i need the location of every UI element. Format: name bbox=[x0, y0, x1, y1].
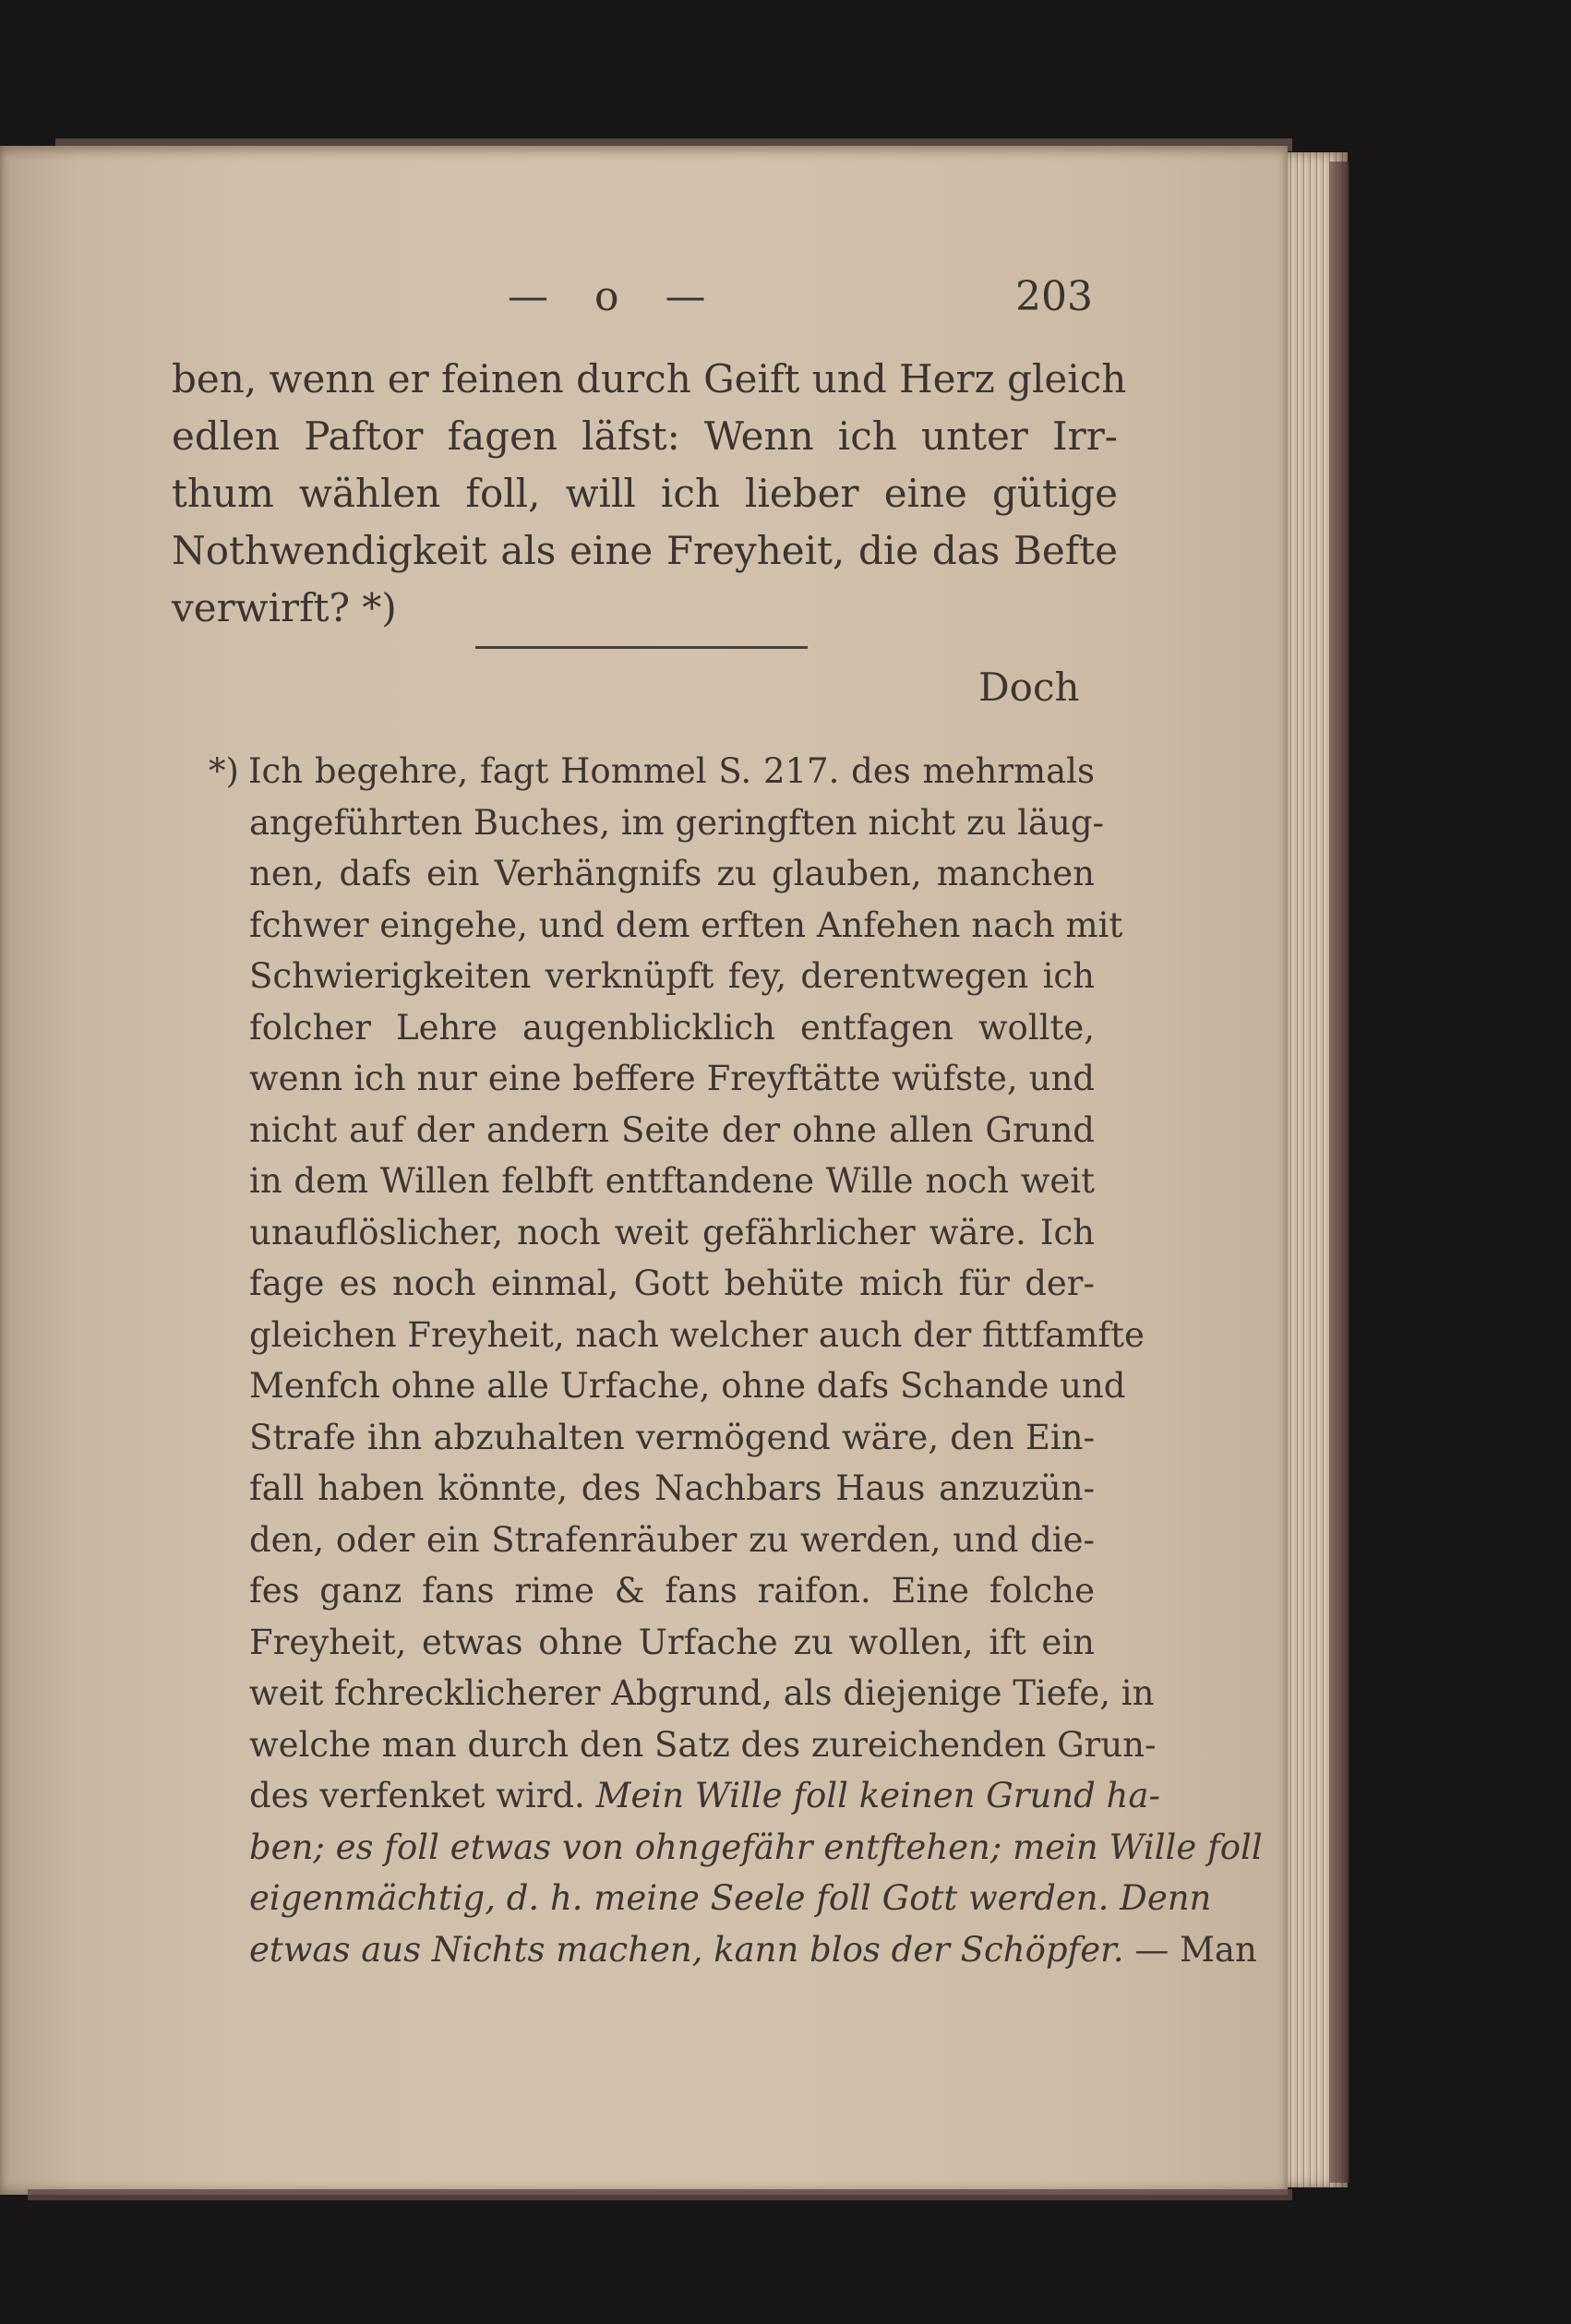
footnote-line bbox=[209, 746, 1095, 797]
footnote-line: fall haben könnte, des Nachbars Haus anzuzün- bbox=[249, 1468, 1095, 1508]
footnote-line: Menfch ohne alle Urfache, ohne dafs Schande und bbox=[249, 1366, 1126, 1406]
footnote-block bbox=[209, 746, 1263, 1975]
catchword: Doch bbox=[978, 665, 1080, 710]
footnote-line: fage es noch einmal, Gott behüte mich für der- bbox=[249, 1264, 1095, 1303]
header-ornament: — o — bbox=[508, 273, 723, 320]
footnote-line: Freyheit, etwas ohne Urfache zu wollen, ift ein bbox=[249, 1622, 1095, 1662]
main-text-block bbox=[172, 351, 1127, 637]
footnote-line bbox=[209, 1770, 1160, 1822]
footnote-separator-rule bbox=[475, 646, 808, 649]
footnote-line: in dem Willen felbft entftandene Wille noch weit bbox=[249, 1161, 1095, 1201]
running-header bbox=[0, 270, 1288, 325]
footnote-italic-text: Mein Wille foll keinen Grund ha- bbox=[595, 1776, 1160, 1815]
footnote-line: wenn ich nur eine beffere Freyftätte wüfste, und bbox=[249, 1059, 1095, 1098]
footnote-line: Strafe ihn abzuhalten vermögend wäre, den Ein- bbox=[249, 1417, 1095, 1457]
footnote-line: nicht auf der andern Seite der ohne allen Grund bbox=[249, 1109, 1095, 1150]
footnote-italic-text: ben; es foll etwas von ohngefähr entftehen; mein Wille foll bbox=[249, 1827, 1263, 1867]
page-number: 203 bbox=[1015, 273, 1093, 320]
footnote-line bbox=[209, 1924, 1257, 1976]
footnote-first-line-text: Ich begehre, fagt Hommel S. 217. des mehrmals bbox=[247, 751, 1095, 791]
footnote-line: welche man durch den Satz des zureichenden Grun- bbox=[249, 1724, 1157, 1765]
main-text-line: verwirft? *) bbox=[172, 585, 397, 630]
footnote-italic-text: eigenmächtig, d. h. meine Seele foll Gott werden. Denn bbox=[249, 1878, 1212, 1918]
footnote-line: angeführten Buches, im geringften nicht zu läug- bbox=[249, 802, 1105, 843]
footnote-line: den, oder ein Strafenräuber zu werden, und die- bbox=[249, 1519, 1095, 1560]
footnote-roman-text: Man bbox=[1180, 1929, 1257, 1970]
footnote-line: fchwer eingehe, und dem erften Anfehen nach mit bbox=[249, 904, 1123, 945]
footnote-line: unauflöslicher, noch weit gefährlicher wäre. Ich bbox=[249, 1212, 1095, 1252]
footnote-line bbox=[209, 1822, 1263, 1874]
main-text-line: edlen Paftor fagen läfst: Wenn ich unter Irr- bbox=[172, 413, 1118, 459]
footnote-line: fes ganz fans rime & fans raifon. Eine folche bbox=[249, 1571, 1095, 1611]
page-bottom-edge bbox=[28, 2189, 1292, 2200]
footnote-italic-text: etwas aus Nichts machen, kann blos der Schöpfer. — bbox=[249, 1929, 1169, 1970]
footnote-line: Schwierigkeiten verknüpft fey, derentwegen ich bbox=[249, 956, 1095, 996]
footnote-marker: *) bbox=[209, 751, 239, 791]
footnote-line: gleichen Freyheit, nach welcher auch der fittfamfte bbox=[249, 1314, 1145, 1355]
book-binding bbox=[1329, 162, 1349, 2183]
footnote-line bbox=[209, 1873, 1212, 1924]
main-text-line: thum wählen foll, will ich lieber eine gütige bbox=[172, 471, 1118, 516]
main-text-line: ben, wenn er feinen durch Geift und Herz gleich bbox=[172, 356, 1127, 401]
footnote-roman-text: des verfenket wird. bbox=[249, 1776, 585, 1815]
main-text-line: Nothwendigkeit als eine Freyheit, die das Befte bbox=[172, 528, 1118, 573]
footnote-line: weit fchrecklicherer Abgrund, als diejenige Tiefe, in bbox=[249, 1673, 1155, 1713]
footnote-line: nen, dafs ein Verhängnifs zu glauben, manchen bbox=[249, 854, 1095, 893]
footnote-line: folcher Lehre augenblicklich entfagen wollte, bbox=[249, 1007, 1095, 1048]
